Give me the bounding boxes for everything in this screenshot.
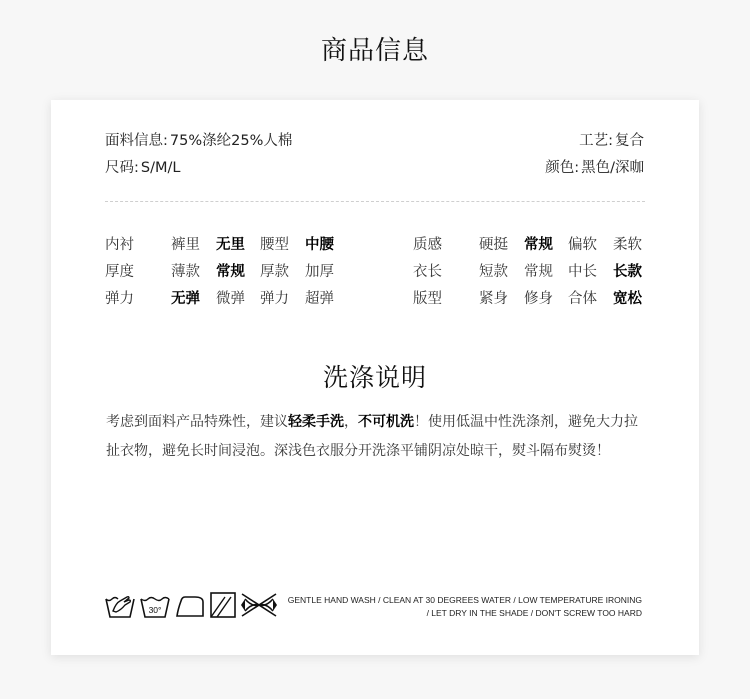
attribute-option: 无里 <box>216 237 245 253</box>
size-info <box>105 156 180 177</box>
attribute-option: 微弹 <box>216 291 245 307</box>
wash-title: 洗涤说明 <box>322 363 427 392</box>
attribute-option: 厚款 <box>260 264 289 280</box>
attribute-option: 无弹 <box>171 291 200 307</box>
attribute-name: 厚度 <box>105 264 134 280</box>
craft-info <box>579 129 644 150</box>
attribute-option: 薄款 <box>171 264 200 280</box>
attribute-option: 裤里 <box>171 237 200 253</box>
size-label: 尺码: <box>105 160 139 176</box>
attribute-name: 质感 <box>413 237 442 253</box>
craft-value: 复合 <box>615 133 644 149</box>
attribute-option: 修身 <box>524 291 553 307</box>
page-title: 商品信息 <box>320 36 429 66</box>
attribute-option: 合体 <box>568 291 597 307</box>
fabric-label: 面料信息: <box>105 133 168 149</box>
attribute-name: 衣长 <box>413 264 442 280</box>
wash-text-part: ！使用低温中性洗涤剂，避免大力拉扯衣物，避免长时间浸泡。深浅色衣服分开洗涤平铺阴凉处晾干，熨斗隔布熨烫！ <box>106 414 638 459</box>
wash-instructions <box>106 408 646 466</box>
craft-label: 工艺: <box>579 133 613 149</box>
attribute-option: 紧身 <box>479 291 508 307</box>
attribute-option: 加厚 <box>305 264 334 280</box>
dry-shade-icon <box>209 591 239 619</box>
wash-text-bold: 轻柔手洗 <box>288 414 344 430</box>
care-instructions-en <box>282 594 642 620</box>
attribute-option: 腰型 <box>260 237 289 253</box>
attribute-option: 中长 <box>568 264 597 280</box>
care-en-line-1: GENTLE HAND WASH / CLEAN AT 30 DEGREES WATER / LOW TEMPERATURE IRONING <box>287 595 642 605</box>
attribute-option: 常规 <box>524 237 553 253</box>
hand-wash-icon <box>105 591 135 619</box>
attribute-option: 硬挺 <box>479 237 508 253</box>
attribute-option: 弹力 <box>260 291 289 307</box>
color-value: 黑色/深咖 <box>581 160 644 176</box>
attribute-name: 弹力 <box>105 291 134 307</box>
attribute-option: 长款 <box>613 264 642 280</box>
fabric-value: 75%涤纶25%人棉 <box>169 133 293 149</box>
attribute-option: 常规 <box>216 264 245 280</box>
size-value: S/M/L <box>140 160 181 176</box>
color-info <box>545 156 644 177</box>
attribute-name: 版型 <box>413 291 442 307</box>
attribute-option: 柔软 <box>613 237 642 253</box>
attribute-name: 内衬 <box>105 237 134 253</box>
attribute-option: 常规 <box>524 264 553 280</box>
low-iron-icon <box>175 591 205 619</box>
wash-30-label: 30° <box>148 605 162 615</box>
wash-30-icon <box>140 591 170 619</box>
color-label: 颜色: <box>545 160 580 176</box>
attribute-option: 宽松 <box>613 291 642 307</box>
attribute-option: 超弹 <box>305 291 334 307</box>
care-en-line-2: / LET DRY IN THE SHADE / DON'T SCREW TOO HARD <box>426 608 642 618</box>
attribute-option: 中腰 <box>305 237 334 253</box>
attribute-option: 短款 <box>479 264 508 280</box>
wash-text-part: ， <box>344 414 358 430</box>
fabric-info <box>105 129 292 150</box>
attribute-option: 偏软 <box>568 237 597 253</box>
wash-text-part: 考虑到面料产品特殊性，建议 <box>106 414 288 430</box>
dashed-divider <box>105 201 645 202</box>
product-info-card <box>51 100 699 655</box>
no-wring-icon <box>239 591 279 619</box>
wash-text-bold: 不可机洗 <box>358 414 414 430</box>
